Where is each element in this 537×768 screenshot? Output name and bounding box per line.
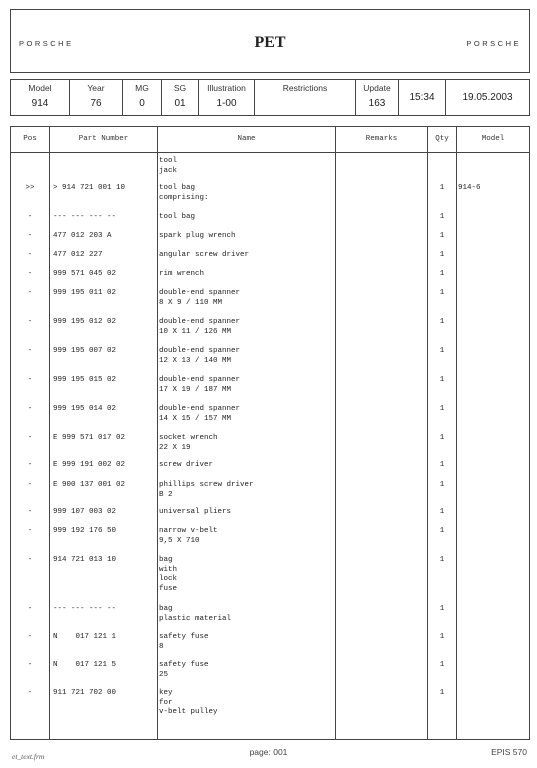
sg-label: SG: [173, 83, 187, 93]
info-illustration: [199, 80, 255, 115]
year-value: 76: [90, 98, 102, 109]
row-qty: 1: [439, 508, 445, 516]
row-name: double-end spanner 8 X 9 / 110 MM: [159, 289, 241, 307]
row-qty: 1: [439, 232, 445, 240]
row-pos: -: [27, 232, 33, 240]
row-pos: -: [27, 689, 33, 697]
system-version: EPIS 570: [491, 747, 527, 757]
column-divider: [157, 127, 158, 739]
row-pos: -: [27, 605, 33, 613]
mg-label: MG: [135, 83, 149, 93]
row-name: safety fuse 8: [159, 633, 209, 651]
row-part-number: 999 107 003 02: [53, 508, 117, 516]
sg-value: 01: [174, 98, 186, 109]
info-sg: [162, 80, 199, 115]
row-qty: 1: [439, 689, 445, 697]
row-name: universal pliers: [159, 508, 232, 516]
restrictions-label: Restrictions: [282, 83, 328, 93]
page-number: page: 001: [249, 747, 288, 757]
row-part-number: N 017 121 5: [53, 661, 117, 669]
model-value: 914: [31, 98, 49, 109]
row-part-number: 999 571 045 02: [53, 270, 117, 278]
info-time: 15:34: [399, 80, 446, 115]
row-pos: -: [27, 347, 33, 355]
column-header-pos: Pos: [23, 135, 37, 143]
row-part-number: --- --- --- --: [53, 605, 117, 613]
row-name: angular screw driver: [159, 251, 250, 259]
brand-logo-left: PORSCHE: [19, 39, 74, 48]
page-title: PET: [254, 34, 286, 51]
parts-table: [10, 126, 530, 740]
row-pos: -: [27, 251, 33, 259]
row-name: double-end spanner 10 X 11 / 126 MM: [159, 318, 241, 336]
row-qty: 1: [439, 251, 445, 259]
row-part-number: 999 195 015 02: [53, 376, 117, 384]
illustration-label: Illustration: [207, 83, 246, 93]
row-part-number: N 017 121 1: [53, 633, 117, 641]
column-header-part-number: Part Number: [78, 135, 129, 143]
form-file-name: et_text.frm: [12, 752, 45, 761]
brand-logo-right: PORSCHE: [466, 39, 521, 48]
column-divider: [335, 127, 336, 739]
info-update: [356, 80, 399, 115]
info-year: [70, 80, 123, 115]
row-name: bag plastic material: [159, 605, 232, 623]
column-divider: [427, 127, 428, 739]
mg-value: 0: [139, 98, 145, 109]
info-date: 19.05.2003: [462, 92, 513, 103]
row-qty: 1: [439, 213, 445, 221]
model-label: Model: [28, 83, 52, 93]
row-pos: -: [27, 405, 33, 413]
row-name: screw driver: [159, 461, 214, 469]
column-header-remarks: Remarks: [365, 135, 398, 143]
update-value: 163: [368, 98, 386, 109]
row-qty: 1: [439, 527, 445, 535]
row-pos: -: [27, 318, 33, 326]
row-part-number: 999 195 007 02: [53, 347, 117, 355]
row-part-number: E 999 571 017 02: [53, 434, 126, 442]
row-qty: 1: [439, 633, 445, 641]
update-label: Update: [363, 83, 391, 93]
row-pos: -: [27, 633, 33, 641]
row-part-number: 999 195 012 02: [53, 318, 117, 326]
row-part-number: E 900 137 001 02: [53, 481, 126, 489]
row-name: spark plug wrench: [159, 232, 236, 240]
row-part-number: 477 012 227: [53, 251, 103, 259]
row-name: double-end spanner 14 X 15 / 157 MM: [159, 405, 241, 423]
row-part-number: 999 192 176 50: [53, 527, 117, 535]
row-name: tool jack: [159, 157, 178, 175]
row-qty: 1: [439, 605, 445, 613]
column-header-model: Model: [481, 135, 505, 143]
row-qty: 1: [439, 481, 445, 489]
row-qty: 1: [439, 270, 445, 278]
column-divider: [456, 127, 457, 739]
row-name: phillips screw driver B 2: [159, 481, 254, 499]
row-part-number: 999 195 014 02: [53, 405, 117, 413]
row-part-number: --- --- --- --: [53, 213, 117, 221]
row-name: tool bag: [159, 213, 196, 221]
info-mg: [123, 80, 162, 115]
illustration-value: 1-00: [216, 98, 237, 109]
row-part-number: 914 721 013 10: [53, 556, 117, 564]
row-name: double-end spanner 17 X 19 / 187 MM: [159, 376, 241, 394]
row-pos: -: [27, 527, 33, 535]
row-qty: 1: [439, 289, 445, 297]
row-model: 914-6: [458, 184, 481, 192]
row-pos: -: [27, 556, 33, 564]
row-name: safety fuse 25: [159, 661, 209, 679]
info-bar: [10, 79, 530, 116]
column-header-name: Name: [237, 135, 256, 143]
column-divider: [49, 127, 50, 739]
row-qty: 1: [439, 405, 445, 413]
row-name: bag with lock fuse: [159, 556, 178, 593]
row-part-number: > 914 721 001 10: [53, 184, 126, 192]
row-qty: 1: [439, 318, 445, 326]
row-name: tool bag comprising:: [159, 184, 209, 202]
row-name: narrow v-belt 9,5 X 710: [159, 527, 218, 545]
row-qty: 1: [439, 376, 445, 384]
row-qty: 1: [439, 434, 445, 442]
row-pos: -: [27, 289, 33, 297]
row-qty: 1: [439, 347, 445, 355]
row-pos: -: [27, 434, 33, 442]
row-pos: -: [27, 481, 33, 489]
page-header: [10, 9, 530, 73]
row-name: socket wrench 22 X 19: [159, 434, 218, 452]
row-pos: -: [27, 661, 33, 669]
row-qty: 1: [439, 184, 445, 192]
row-pos: -: [27, 461, 33, 469]
row-pos: -: [27, 376, 33, 384]
row-name: double-end spanner 12 X 13 / 140 MM: [159, 347, 241, 365]
row-part-number: 911 721 702 00: [53, 689, 117, 697]
column-header-qty: Qty: [435, 135, 449, 143]
row-pos: -: [27, 213, 33, 221]
row-part-number: 999 195 011 02: [53, 289, 117, 297]
row-qty: 1: [439, 556, 445, 564]
row-pos: -: [27, 508, 33, 516]
row-pos: >>: [25, 184, 35, 192]
header-divider: [11, 152, 529, 153]
row-qty: 1: [439, 661, 445, 669]
row-pos: -: [27, 270, 33, 278]
row-name: rim wrench: [159, 270, 205, 278]
row-part-number: E 999 191 002 02: [53, 461, 126, 469]
info-model: [11, 80, 70, 115]
row-qty: 1: [439, 461, 445, 469]
info-restrictions: [255, 80, 356, 115]
row-name: key for v-belt pulley: [159, 689, 218, 717]
row-part-number: 477 012 203 A: [53, 232, 112, 240]
year-label: Year: [87, 83, 105, 93]
